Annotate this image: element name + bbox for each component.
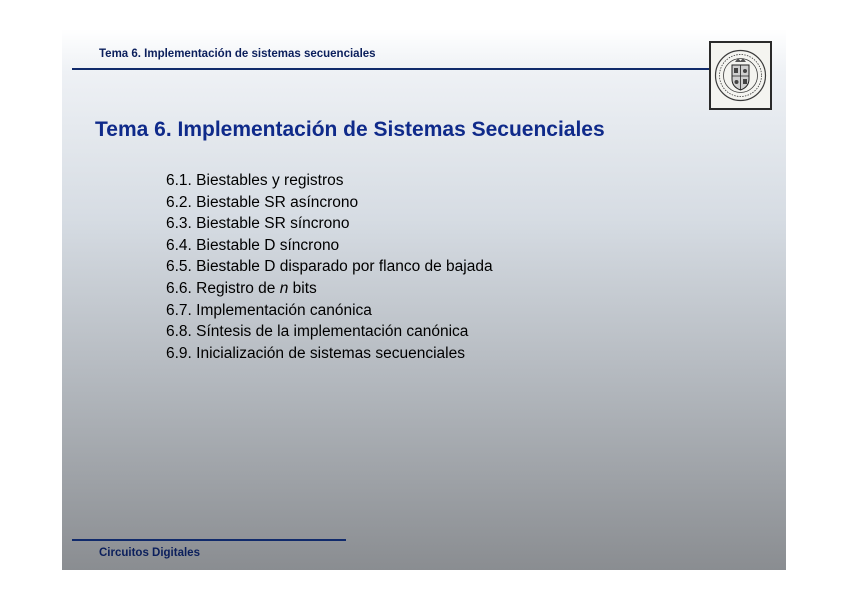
toc-item-variable: n (279, 279, 289, 297)
toc-item: 6.8. Síntesis de la implementación canónica (166, 323, 469, 341)
slide-title: Tema 6. Implementación de Sistemas Secuenciales (95, 118, 605, 141)
toc-item-suffix: bits (288, 279, 317, 297)
slide-footer: Circuitos Digitales (99, 547, 200, 559)
toc-item: 6.7. Implementación canónica (166, 301, 372, 319)
footer-divider (72, 539, 346, 541)
toc-item (166, 278, 493, 300)
toc-item: 6.4. Biestable D síncrono (166, 236, 340, 254)
university-seal-icon (709, 41, 772, 110)
slide-header: Tema 6. Implementación de sistemas secuenciales (99, 48, 376, 60)
slide (62, 29, 786, 570)
header-divider (72, 68, 712, 70)
toc-item: 6.5. Biestable D disparado por flanco de bajada (166, 258, 493, 276)
table-of-contents (166, 170, 493, 364)
toc-item-prefix: 6.6. Registro de (166, 279, 280, 297)
toc-item: 6.1. Biestables y registros (166, 172, 344, 189)
toc-item: 6.3. Biestable SR síncrono (166, 215, 350, 233)
toc-item: 6.9. Inicialización de sistemas secuenciales (166, 344, 465, 362)
toc-item: 6.2. Biestable SR asíncrono (166, 193, 359, 211)
